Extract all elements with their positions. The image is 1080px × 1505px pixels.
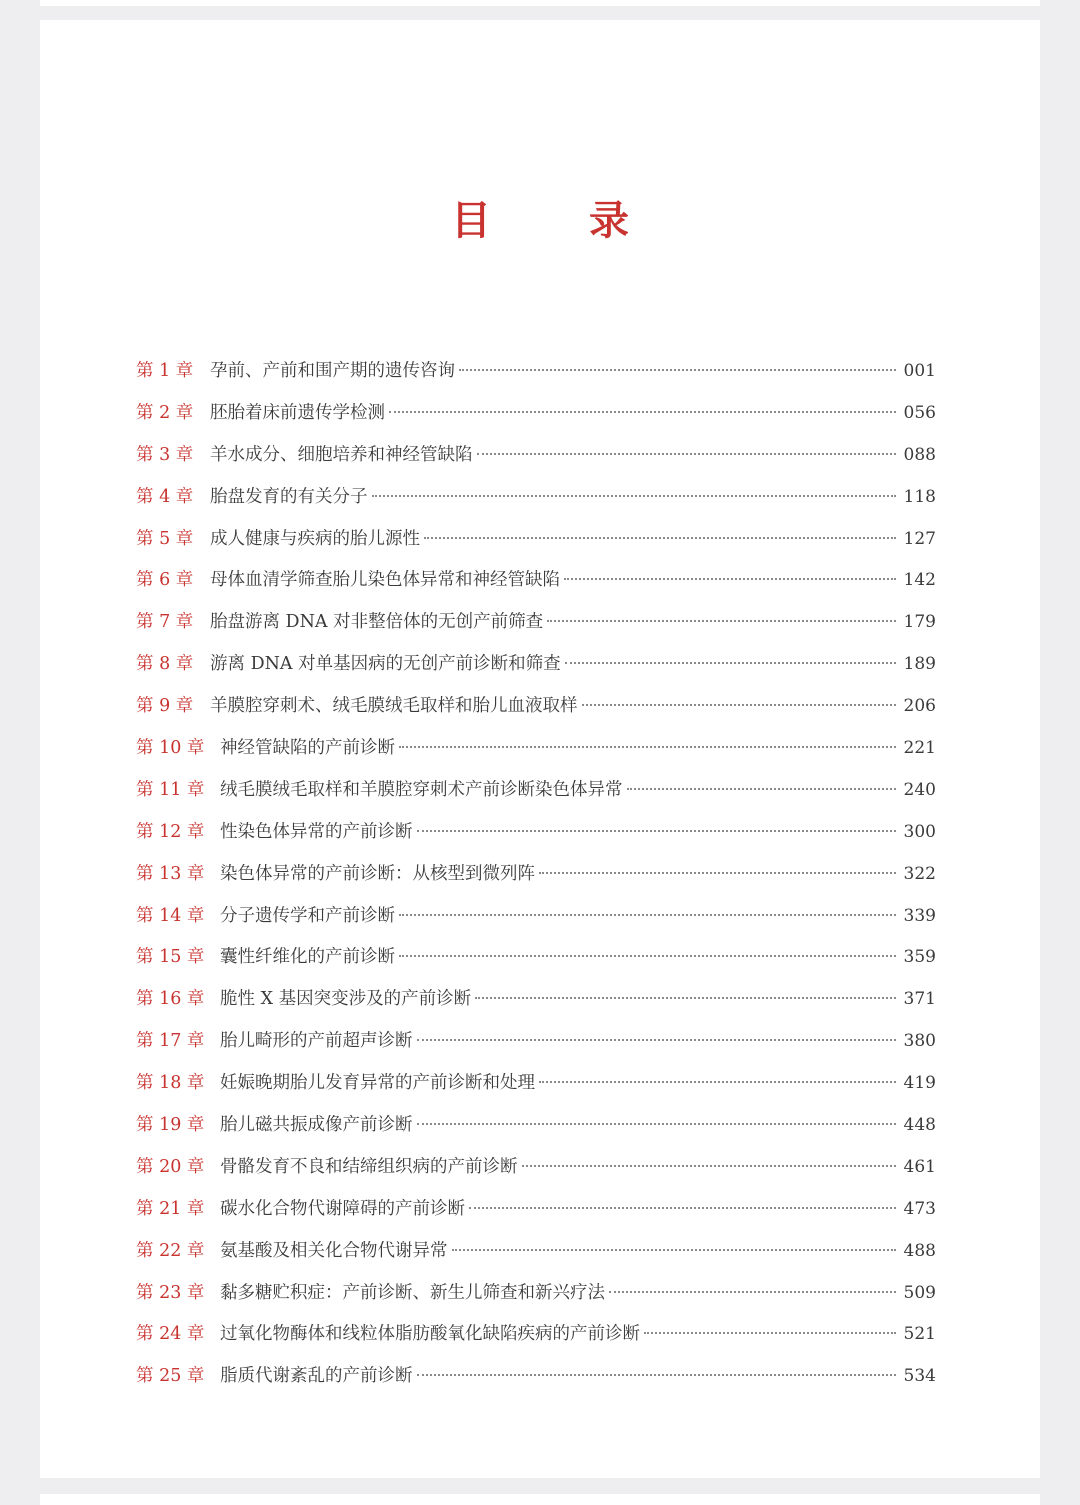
toc-entry[interactable] xyxy=(136,1279,936,1321)
chapter-title: 胎儿畸形的产前超声诊断 xyxy=(220,1031,413,1052)
chapter-title: 脂质代谢紊乱的产前诊断 xyxy=(220,1366,413,1387)
chapter-number: 第 9 章 xyxy=(136,696,194,717)
toc-entry[interactable] xyxy=(136,441,936,483)
toc-entry[interactable] xyxy=(136,818,936,860)
toc-entry[interactable] xyxy=(136,1237,936,1279)
dot-leader xyxy=(564,578,896,580)
chapter-title: 成人健康与疾病的胎儿源性 xyxy=(210,528,420,549)
dot-leader xyxy=(417,1123,897,1125)
page-number: 521 xyxy=(903,1324,936,1345)
chapter-number: 第 21 章 xyxy=(136,1198,205,1219)
dot-leader xyxy=(469,1207,896,1209)
page-number: 300 xyxy=(903,821,936,842)
page-number: 322 xyxy=(903,863,936,884)
chapter-title: 脆性 X 基因突变涉及的产前诊断 xyxy=(220,989,472,1010)
toc-entry[interactable] xyxy=(136,692,936,734)
toc-entry[interactable] xyxy=(136,1195,936,1237)
page-number: 088 xyxy=(903,444,936,465)
toc-entry[interactable] xyxy=(136,985,936,1027)
dot-leader xyxy=(627,788,897,790)
dot-leader xyxy=(522,1165,897,1167)
next-page-edge xyxy=(40,1494,1040,1505)
toc-entry[interactable] xyxy=(136,525,936,567)
page-number: 221 xyxy=(903,738,936,759)
page-number: 189 xyxy=(903,654,936,675)
dot-leader xyxy=(477,453,897,455)
page-number: 127 xyxy=(903,528,936,549)
dot-leader xyxy=(399,914,896,916)
chapter-title: 孕前、产前和围产期的遗传咨询 xyxy=(210,361,455,381)
toc-entry[interactable] xyxy=(136,650,936,692)
chapter-number: 第 6 章 xyxy=(136,570,194,591)
chapter-title: 骨骼发育不良和结缔组织病的产前诊断 xyxy=(220,1156,518,1177)
chapter-number: 第 5 章 xyxy=(136,528,194,549)
page-number: 488 xyxy=(903,1240,936,1261)
dot-leader xyxy=(424,537,896,539)
chapter-title: 性染色体异常的产前诊断 xyxy=(220,821,413,842)
chapter-title: 神经管缺陷的产前诊断 xyxy=(220,738,395,759)
toc-entry[interactable] xyxy=(136,483,936,525)
chapter-number: 第 13 章 xyxy=(136,863,205,884)
chapter-number: 第 24 章 xyxy=(136,1324,205,1345)
chapter-number: 第 8 章 xyxy=(136,654,194,675)
page-number: 371 xyxy=(903,989,936,1010)
dot-leader xyxy=(539,1081,896,1083)
chapter-title: 胎盘发育的有关分子 xyxy=(210,486,368,507)
toc-entry[interactable] xyxy=(136,860,936,902)
page-number: 448 xyxy=(903,1115,936,1136)
toc-entry[interactable] xyxy=(136,566,936,608)
chapter-number: 第 20 章 xyxy=(136,1156,205,1177)
page-number: 179 xyxy=(903,612,936,633)
toc-entry[interactable] xyxy=(136,1320,936,1362)
chapter-number: 第 4 章 xyxy=(136,486,194,507)
chapter-title: 过氧化物酶体和线粒体脂肪酸氧化缺陷疾病的产前诊断 xyxy=(220,1324,640,1345)
chapter-title: 胎盘游离 DNA 对非整倍体的无创产前筛查 xyxy=(210,612,544,633)
toc-entry[interactable] xyxy=(136,357,936,399)
chapter-title: 游离 DNA 对单基因病的无创产前诊断和筛查 xyxy=(210,654,561,675)
chapter-title: 胎儿磁共振成像产前诊断 xyxy=(220,1115,413,1136)
dot-leader xyxy=(452,1249,897,1251)
dot-leader xyxy=(399,746,896,748)
page-number: 509 xyxy=(903,1282,936,1303)
dot-leader xyxy=(389,411,896,413)
toc-entry[interactable] xyxy=(136,1362,936,1404)
chapter-title: 羊水成分、细胞培养和神经管缺陷 xyxy=(210,444,473,465)
chapter-number: 第 17 章 xyxy=(136,1031,205,1052)
chapter-title: 氨基酸及相关化合物代谢异常 xyxy=(220,1240,448,1261)
chapter-number: 第 16 章 xyxy=(136,989,205,1010)
page-number: 380 xyxy=(903,1031,936,1052)
dot-leader xyxy=(475,997,896,999)
dot-leader xyxy=(399,955,896,957)
chapter-title: 绒毛膜绒毛取样和羊膜腔穿刺术产前诊断染色体异常 xyxy=(220,779,623,800)
page-number: 473 xyxy=(903,1198,936,1219)
chapter-title: 胚胎着床前遗传学检测 xyxy=(210,402,385,423)
chapter-number: 第 1 章 xyxy=(136,361,194,381)
toc-entry[interactable] xyxy=(136,902,936,944)
page-title: 目 录 xyxy=(451,197,671,244)
page-number: 339 xyxy=(903,905,936,926)
chapter-title: 羊膜腔穿刺术、绒毛膜绒毛取样和胎儿血液取样 xyxy=(210,696,578,717)
dot-leader xyxy=(539,872,896,874)
dot-leader xyxy=(459,369,896,371)
page-number: 056 xyxy=(903,402,936,423)
chapter-title: 黏多糖贮积症：产前诊断、新生儿筛查和新兴疗法 xyxy=(220,1282,605,1303)
toc-entry[interactable] xyxy=(136,608,936,650)
table-of-contents xyxy=(136,357,936,1404)
dot-leader xyxy=(417,830,897,832)
toc-entry[interactable] xyxy=(136,943,936,985)
chapter-number: 第 11 章 xyxy=(136,779,205,800)
page-number: 118 xyxy=(903,486,936,507)
dot-leader xyxy=(644,1332,896,1334)
chapter-number: 第 10 章 xyxy=(136,738,205,759)
chapter-number: 第 23 章 xyxy=(136,1282,205,1303)
page-number: 461 xyxy=(903,1156,936,1177)
chapter-number: 第 7 章 xyxy=(136,612,194,633)
chapter-title: 分子遗传学和产前诊断 xyxy=(220,905,395,926)
page-number: 419 xyxy=(903,1073,936,1094)
dot-leader xyxy=(609,1291,896,1293)
chapter-number: 第 19 章 xyxy=(136,1115,205,1136)
chapter-number: 第 3 章 xyxy=(136,444,194,465)
page-number: 001 xyxy=(903,361,936,381)
page-number: 206 xyxy=(903,696,936,717)
dot-leader xyxy=(547,620,896,622)
dot-leader xyxy=(565,662,896,664)
dot-leader xyxy=(417,1374,897,1376)
toc-entry[interactable] xyxy=(136,399,936,441)
toc-entry[interactable] xyxy=(136,1153,936,1195)
toc-entry[interactable] xyxy=(136,734,936,776)
chapter-title: 染色体异常的产前诊断：从核型到微列阵 xyxy=(220,863,535,884)
chapter-title: 妊娠晚期胎儿发育异常的产前诊断和处理 xyxy=(220,1073,535,1094)
toc-entry[interactable] xyxy=(136,1027,936,1069)
chapter-number: 第 14 章 xyxy=(136,905,205,926)
page-number: 142 xyxy=(903,570,936,591)
page-number: 240 xyxy=(903,779,936,800)
chapter-number: 第 2 章 xyxy=(136,402,194,423)
chapter-title: 碳水化合物代谢障碍的产前诊断 xyxy=(220,1198,465,1219)
dot-leader xyxy=(582,704,897,706)
page-number: 359 xyxy=(903,947,936,968)
dot-leader xyxy=(372,495,897,497)
toc-entry[interactable] xyxy=(136,776,936,818)
page-number: 534 xyxy=(903,1366,936,1387)
chapter-title: 母体血清学筛查胎儿染色体异常和神经管缺陷 xyxy=(210,570,560,591)
chapter-number: 第 22 章 xyxy=(136,1240,205,1261)
previous-page-edge xyxy=(40,0,1040,6)
document-page xyxy=(40,20,1040,1478)
chapter-title: 囊性纤维化的产前诊断 xyxy=(220,947,395,968)
dot-leader xyxy=(417,1039,897,1041)
toc-entry[interactable] xyxy=(136,1069,936,1111)
chapter-number: 第 12 章 xyxy=(136,821,205,842)
chapter-number: 第 18 章 xyxy=(136,1073,205,1094)
chapter-number: 第 15 章 xyxy=(136,947,205,968)
chapter-number: 第 25 章 xyxy=(136,1366,205,1387)
toc-entry[interactable] xyxy=(136,1111,936,1153)
